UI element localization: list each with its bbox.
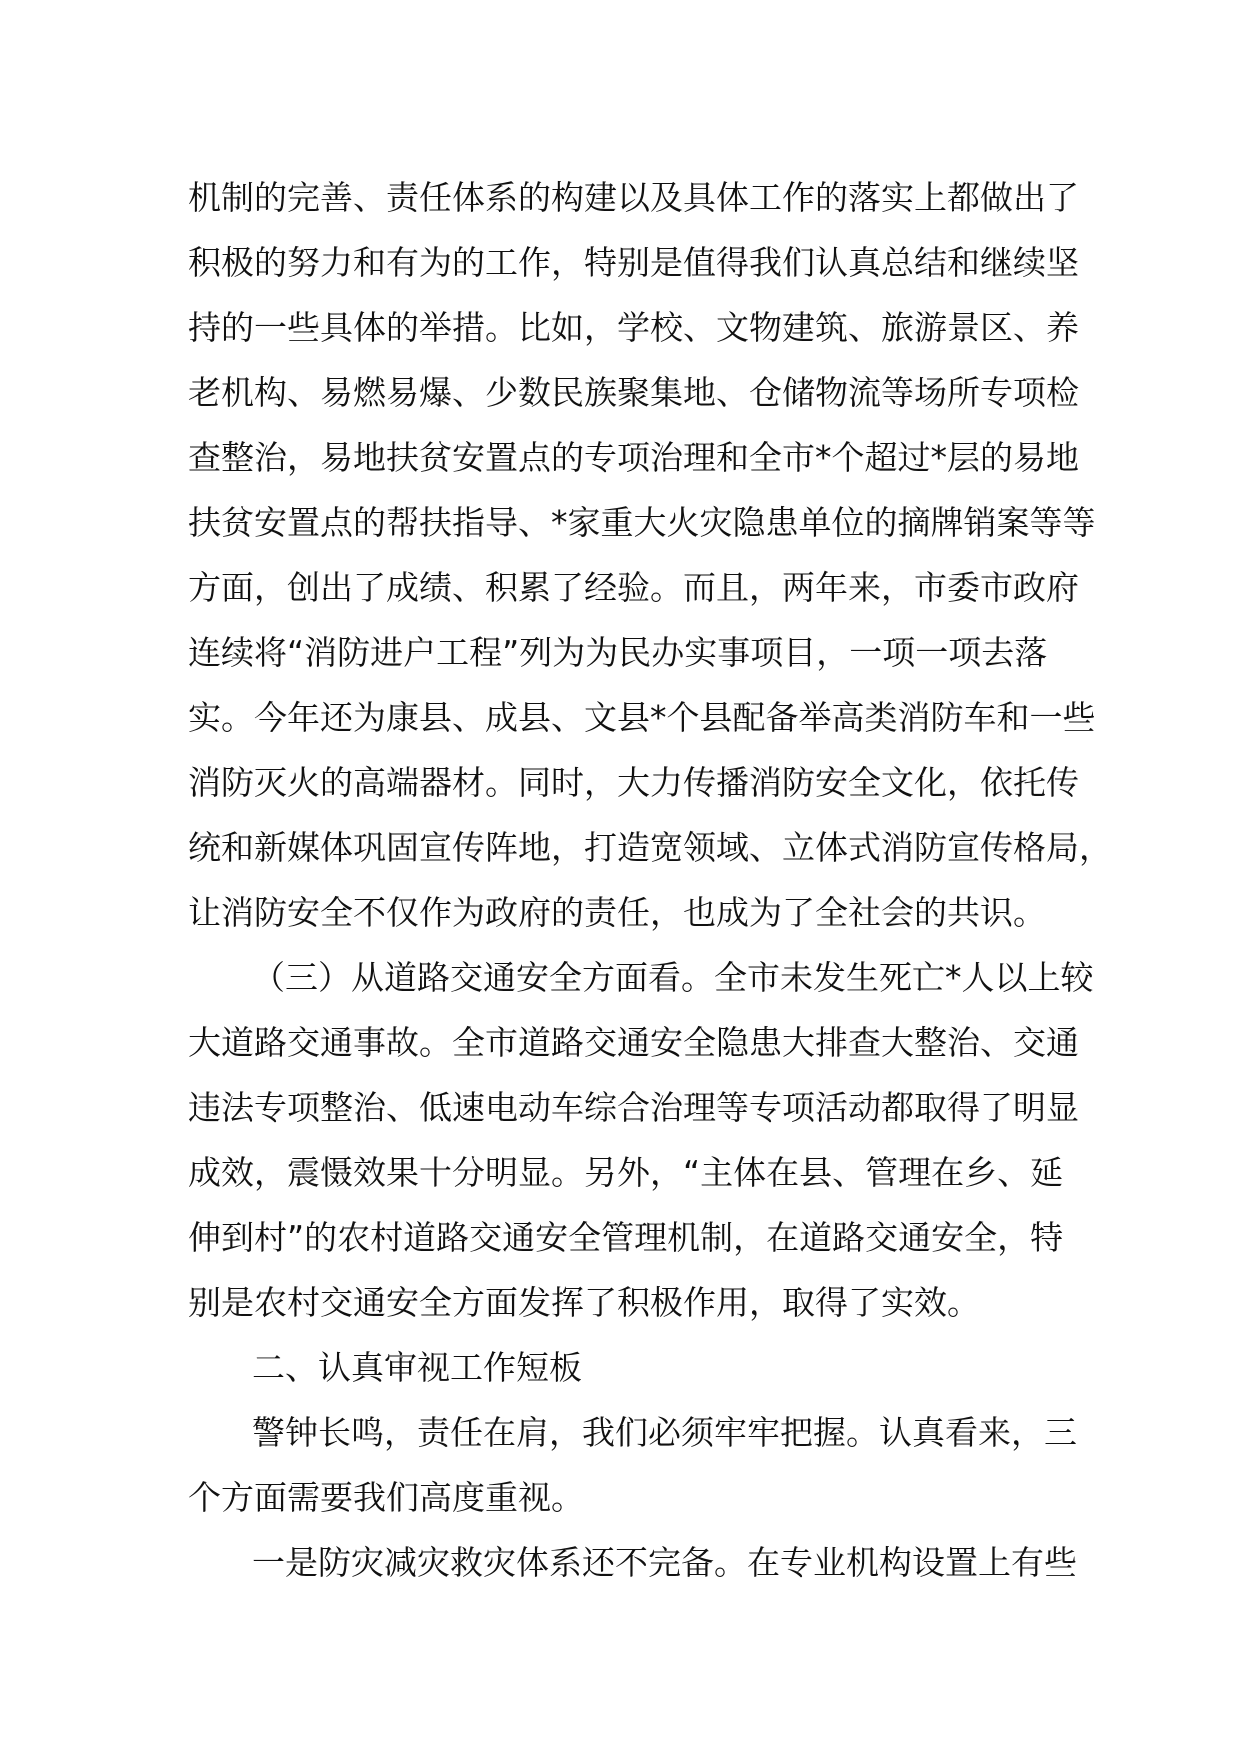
text-line: 大道路交通事故。全市道路交通安全隐患大排查大整治、交通 (188, 1023, 1079, 1062)
text-line: 违法专项整治、低速电动车综合治理等专项活动都取得了明显 (188, 1088, 1079, 1127)
document-body (188, 165, 1112, 1595)
text-line: 一是防灾减灾救灾体系还不完备。在专业机构设置上有些 (252, 1543, 1077, 1582)
section-heading-line: （三）从道路交通安全方面看。全市未发生死亡*人以上较 (252, 958, 1094, 997)
section-heading: 二、认真审视工作短板 (252, 1348, 582, 1387)
text-line: 查整治，易地扶贫安置点的专项治理和全市*个超过*层的易地 (188, 438, 1079, 477)
text-line: 实。今年还为康县、成县、文县*个县配备举高类消防车和一些 (188, 698, 1096, 737)
text-line: 伸到村”的农村道路交通安全管理机制，在道路交通安全，特 (188, 1218, 1064, 1257)
text-line: 让消防安全不仅作为政府的责任，也成为了全社会的共识。 (188, 893, 1046, 932)
text-line: 老机构、易燃易爆、少数民族聚集地、仓储物流等场所专项检 (188, 373, 1079, 412)
text-line: 消防灭火的高端器材。同时，大力传播消防安全文化，依托传 (188, 763, 1079, 802)
text-line: 警钟长鸣，责任在肩，我们必须牢牢把握。认真看来，三 (252, 1413, 1077, 1452)
text-line: 别是农村交通安全方面发挥了积极作用，取得了实效。 (188, 1283, 980, 1322)
text-line: 个方面需要我们高度重视。 (188, 1478, 584, 1517)
text-line: 成效，震慑效果十分明显。另外，“主体在县、管理在乡、延 (188, 1153, 1064, 1192)
text-line: 持的一些具体的举措。比如，学校、文物建筑、旅游景区、养 (188, 308, 1079, 347)
text-line: 连续将“消防进户工程”列为为民办实事项目，一项一项去落 (188, 633, 1048, 672)
text-line: 积极的努力和有为的工作，特别是值得我们认真总结和继续坚 (188, 243, 1079, 282)
text-line: 统和新媒体巩固宣传阵地，打造宽领域、立体式消防宣传格局， (188, 828, 1112, 867)
text-line: 方面，创出了成绩、积累了经验。而且，两年来，市委市政府 (188, 568, 1079, 607)
text-line: 扶贫安置点的帮扶指导、*家重大火灾隐患单位的摘牌销案等等 (188, 503, 1096, 542)
text-line: 机制的完善、责任体系的构建以及具体工作的落实上都做出了 (188, 178, 1079, 217)
